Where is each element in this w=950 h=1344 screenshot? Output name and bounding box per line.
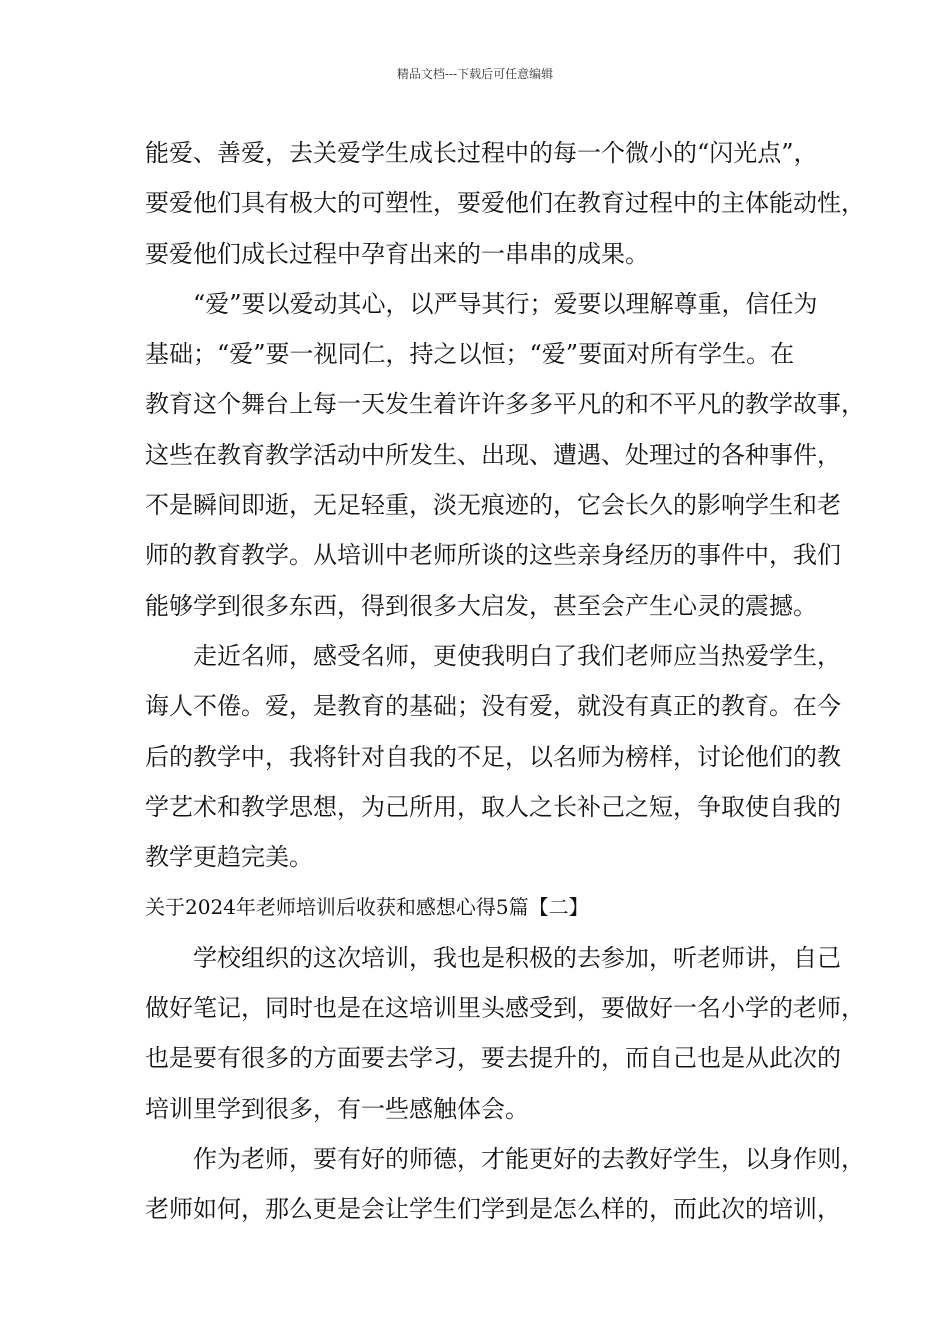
text-line: 教育这个舞台上每一天发生着许许多多平凡的和不平凡的教学故事，: [145, 390, 865, 419]
text-line: 能爱、善爱，去关爱学生成长过程中的每一个微小的“闪光点”，: [145, 139, 818, 167]
text-line: 走近名师，感受名师，更使我明白了我们老师应当热爱学生，: [193, 641, 841, 670]
text-line: 不是瞬间即逝，无足轻重，淡无痕迹的，它会长久的影响学生和老: [145, 491, 841, 520]
text-line: 教学更趋完美。: [145, 843, 313, 872]
page-header: 精品文档---下载后可任意编辑: [396, 67, 554, 81]
text-line: 要爱他们成长过程中孕育出来的一串串的成果。: [145, 239, 649, 268]
text-line: 学艺术和教学思想，为己所用，取人之长补己之短，争取使自我的: [145, 792, 841, 821]
text-line: 要爱他们具有极大的可塑性，要爱他们在教育过程中的主体能动性，: [145, 189, 865, 218]
text-line: 师的教育教学。从培训中老师所谈的这些亲身经历的事件中，我们: [145, 541, 841, 570]
text-line: 基础；“爱”要一视同仁，持之以恒；“爱”要面对所有学生。在: [145, 340, 795, 369]
text-line: 学校组织的这次培训，我也是积极的去参加，听老师讲，自己: [193, 943, 841, 972]
document-body: [145, 128, 865, 1235]
text-line: 后的教学中，我将针对自我的不足，以名师为榜样，讨论他们的教: [145, 742, 841, 771]
section-heading: 关于2024年老师培训后收获和感想心得5篇【二】: [145, 895, 589, 920]
text-line: 这些在教育教学活动中所发生、出现、遭遇、处理过的各种事件，: [145, 440, 841, 469]
text-line: 能够学到很多东西，得到很多大启发，甚至会产生心灵的震撼。: [145, 591, 817, 620]
text-line: 做好笔记，同时也是在这培训里头感受到，要做好一名小学的老师，: [145, 994, 865, 1023]
text-line: 培训里学到很多，有一些感触体会。: [145, 1094, 529, 1123]
text-line: 也是要有很多的方面要去学习，要去提升的，而自己也是从此次的: [145, 1044, 841, 1073]
text-line: 诲人不倦。爱，是教育的基础；没有爱，就没有真正的教育。在今: [145, 692, 841, 721]
text-line: 老师如何，那么更是会让学生们学到是怎么样的，而此次的培训，: [145, 1195, 841, 1224]
text-line: “爱”要以爱动其心，以严导其行；爱要以理解尊重，信任为: [193, 289, 818, 318]
text-line: 作为老师，要有好的师德，才能更好的去教好学生，以身作则，: [193, 1144, 865, 1173]
